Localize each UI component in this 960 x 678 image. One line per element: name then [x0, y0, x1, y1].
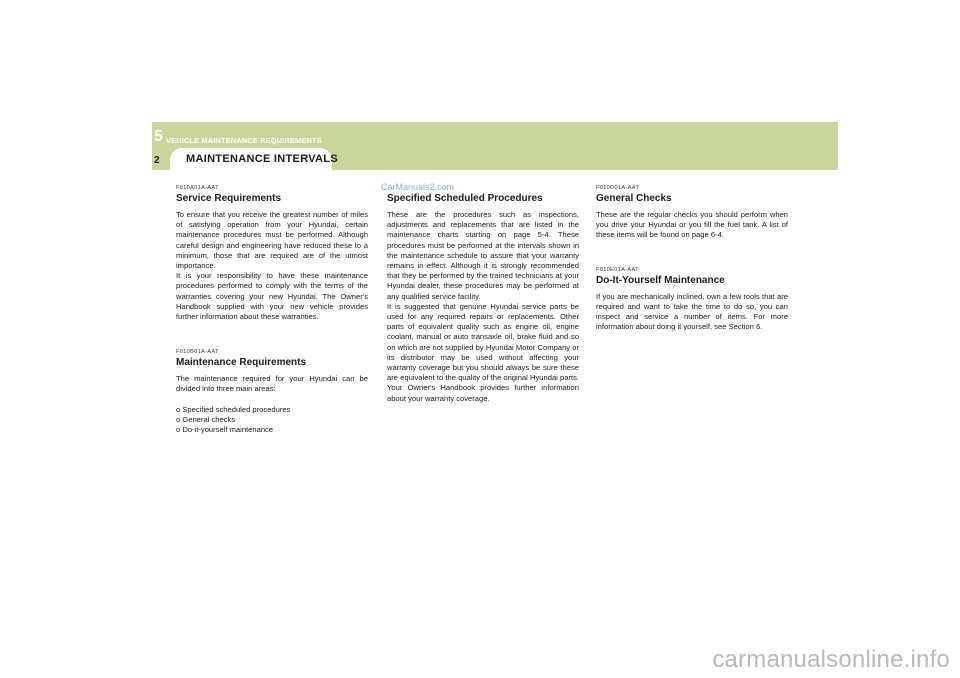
section-title: MAINTENANCE INTERVALS [186, 153, 338, 165]
diy-paragraph: If you are mechanically inclined, own a few tools that are required and want to take the time to do so, you can inspect and service a number of items. For more information about doing it yourself, see Section 6. [596, 291, 788, 332]
service-code: F010A01A-AAT [176, 185, 219, 191]
diy-code: F010E01A-AAT [596, 266, 639, 273]
page-number: 2 [154, 155, 160, 166]
scheduled-paragraph-1: These are the procedures such as inspections, adjustments and replacements that are listed in the maintenance charts starting on page 5-4. These procedures must be performed at the intervals shown in the maintenance schedule to assure that your warranty remains in effect. Although it is strongly recommended that they be performed by the trained technicians at your Hyundai dealer, these procedures may be performed at any qualified service facility. [387, 210, 579, 301]
maintenance-list [176, 405, 368, 436]
list-item: o General checks [176, 414, 236, 424]
general-heading: General Checks [596, 193, 672, 204]
service-paragraph-1: To ensure that you receive the greatest number of miles of satisfying operation from your Hyundai, certain maintenance procedures must be performed. Although careful design and engineering have reduced these to a minimum, those that are required are of the utmost importance. [176, 210, 368, 271]
chapter-number: 5 [154, 128, 163, 145]
service-paragraph-2: It is your responsibility to have these maintenance procedures performed to comply with the terms of the warranties covering your new Hyundai. The Owner's Handbook supplied with your new vehicle provides further information about these warranties. [176, 271, 368, 322]
watermark-top: CarManuals2.com [381, 182, 455, 192]
column-left [176, 185, 368, 435]
scheduled-paragraph-2: It is suggested that genuine Hyundai service parts be used for any required repairs or replacements. Other parts of equivalent quality such as engine oil, engine coolant, manual or auto transaxle oil, brake fluid and so on which are not supplied by Hyundai Motor Company or its distributor may be used without affecting your warranty coverage but you should always be sure these are equivalent to the quality of the original Hyundai parts. Your Owner's Handbook provides further information about your warranty coverage. [387, 301, 579, 403]
scheduled-heading: Specified Scheduled Procedures [387, 193, 543, 204]
list-item: o Do-it-yourself maintenance [176, 425, 274, 435]
column-right [596, 185, 788, 332]
column-middle [387, 185, 579, 404]
chapter-title: VEHICLE MAINTENANCE REQUIREMENTS [166, 136, 322, 145]
general-paragraph: These are the regular checks you should perform when you drive your Hyundai or you fill the fuel tank. A list of these items will be found on page 6-4. [596, 210, 788, 240]
watermark-footer: carmanualsonline.info [712, 646, 950, 673]
maintenance-paragraph: The maintenance required for your Hyundai can be divided into three main areas: [176, 374, 368, 394]
service-heading: Service Requirements [176, 193, 282, 204]
diy-heading: Do-It-Yourself Maintenance [596, 274, 725, 286]
maintenance-heading: Maintenance Requirements [176, 357, 307, 369]
list-item: o Specified scheduled procedures [176, 404, 291, 414]
maintenance-code: F010B01A-AAT [176, 349, 219, 356]
general-code: F010D01A-AAT [596, 185, 640, 191]
